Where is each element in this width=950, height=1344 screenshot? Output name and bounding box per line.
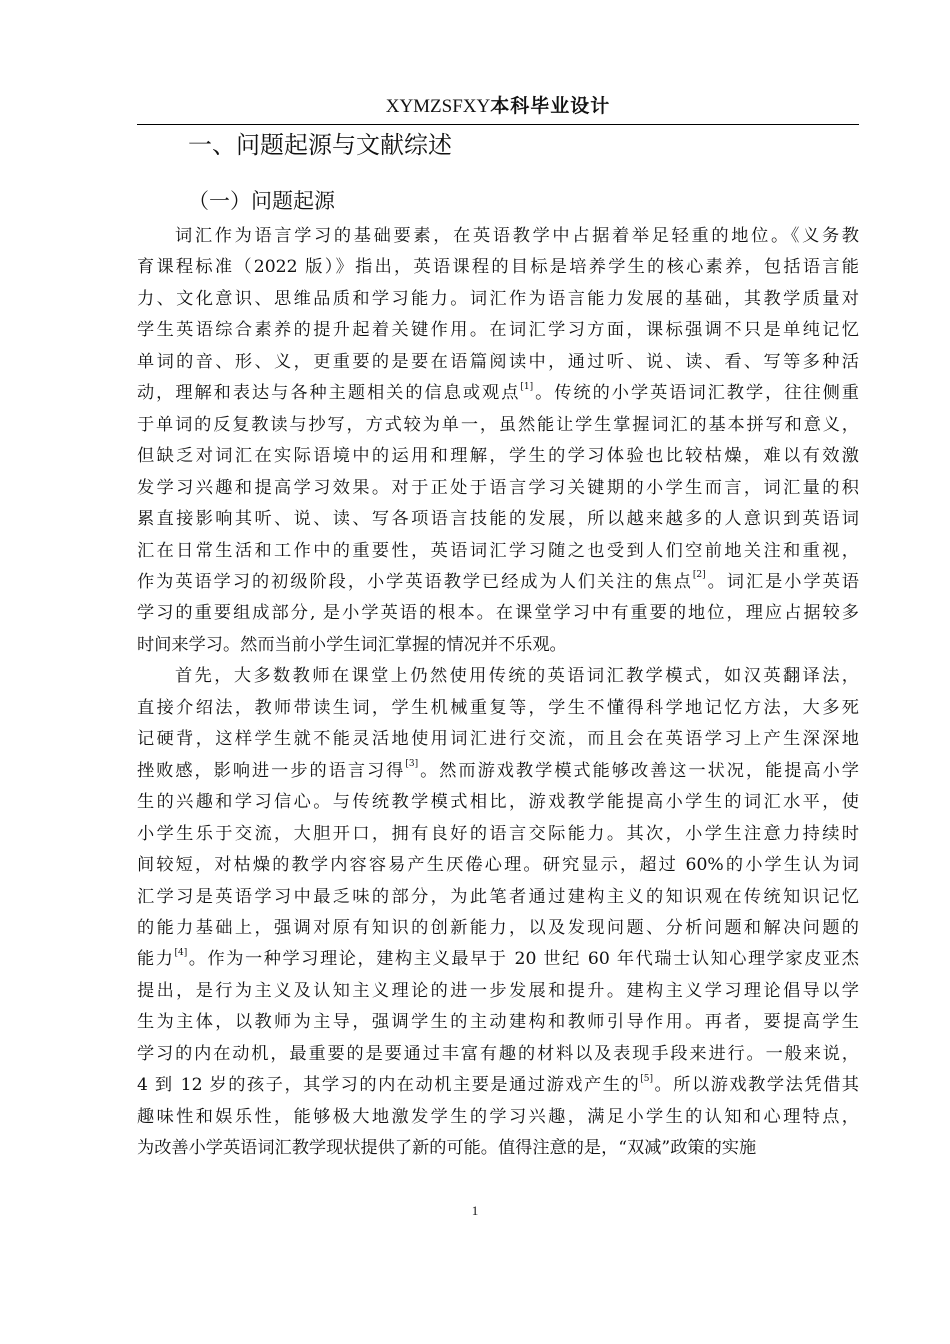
page-header [137,94,859,119]
subsection-title: （一）问题起源 [188,189,335,213]
paragraph-line [137,630,859,661]
line-text: 。所以游戏教学法凭借其 [653,1075,859,1096]
paragraph-line [137,913,859,944]
line-text: 育课程标准（2022 版）》指出，英语课程的目标是培养学生的核心素养，包括语言能 [137,257,859,278]
paragraph-line [137,724,859,755]
paragraph-line [137,944,859,975]
paragraph-line [137,661,859,692]
line-text: 首先，大多数教师在课堂上仍然使用传统的英语词汇教学模式，如汉英翻译法， [175,666,859,687]
line-text: 提出，是行为主义及认知主义理论的进一步发展和提升。建构主义学习理论倡导以学 [137,980,859,1001]
line-text: 趣味性和娱乐性，能够极大地激发学生的学习兴趣，满足小学生的认知和心理特点， [137,1106,859,1127]
citation-ref: [1] [520,381,534,392]
citation-ref: [2] [692,570,706,581]
paragraph-line [137,598,859,629]
line-text: 挫败感，影响进一步的语言习得 [137,760,406,781]
paragraph-line [137,976,859,1007]
line-text: 。然而游戏教学模式能够改善这一状况，能提高小学 [418,760,859,781]
line-text: 。词汇是小学英语 [705,571,859,592]
paragraph-line [137,787,859,818]
line-text: 间较短，对枯燥的教学内容容易产生厌倦心理。研究显示，超过 60%的小学生认为词 [137,855,859,876]
line-text: 作为英语学习的初级阶段，小学英语教学已经成为人们关注的焦点 [137,571,693,592]
line-text: 发学习兴趣和提高学习效果。对于正处于语言学习关键期的小学生而言，词汇量的积 [137,477,859,498]
line-text: 单词的音、形、义，更重要的是要在语篇阅读中，通过听、说、读、看、写等多种活 [137,351,859,372]
paragraph-line [137,378,859,409]
line-text: 生为主体，以教师为主导，强调学生的主动建构和教师引导作用。再者，要提高学生 [137,1012,859,1033]
paragraph-line [137,756,859,787]
paragraph-line [137,693,859,724]
line-text: 学习的内在动机，最重要的是要通过丰富有趣的材料以及表现手段来进行。一般来说， [137,1043,859,1064]
paragraph-line [137,1007,859,1038]
paragraph-line [137,1070,859,1101]
line-text: 4 到 12 岁的孩子，其学习的内在动机主要是通过游戏产生的 [137,1075,641,1096]
page-number: 1 [471,1203,479,1218]
line-text: 于单词的反复教读与抄写，方式较为单一，虽然能让学生掌握词汇的基本拼写和意义， [137,414,859,435]
header-code: XYMZSFXY [385,96,491,117]
line-text: 为改善小学英语词汇教学现状提供了新的可能。值得注意的是，“双减”政策的实施 [137,1138,757,1159]
line-text: 汇在日常生活和工作中的重要性，英语词汇学习随之也受到人们空前地关注和重视， [137,540,859,561]
paragraph-line [137,819,859,850]
paragraph-line [137,284,859,315]
line-text: 时间来学习。然而当前小学生词汇掌握的情况并不乐观。 [137,634,567,655]
paragraph-line [137,1133,859,1164]
paragraph-line [137,882,859,913]
paragraph-line [137,567,859,598]
paragraph-line [137,1102,859,1133]
line-text: 生的兴趣和学习信心。与传统教学模式相比，游戏教学能提高小学生的词汇水平，使 [137,792,859,813]
line-text: 累直接影响其听、说、读、写各项语言技能的发展，所以越来越多的人意识到英语词 [137,509,859,530]
paragraph-line [137,1039,859,1070]
line-text: 学习的重要组成部分, 是小学英语的根本。在课堂学习中有重要的地位，理应占据较多 [137,603,859,624]
paragraph-line [137,850,859,881]
line-text: 的能力基础上，强调对原有知识的创新能力，以及发现问题、分析问题和解决问题的 [137,917,859,938]
line-text: 词汇作为语言学习的基础要素，在英语教学中占据着举足轻重的地位。《义务教 [175,226,859,246]
line-text: 动，理解和表达与各种主题相关的信息或观点 [137,383,521,404]
line-text: 记硬背，这样学生就不能灵活地使用词汇进行交流，而且会在英语学习上产生深深地 [137,729,859,750]
body-text [137,221,859,1165]
citation-ref: [4] [174,947,188,958]
paragraph-line [137,252,859,283]
paragraph-line [137,441,859,472]
paragraph-line [137,536,859,567]
line-text: 。传统的小学英语词汇教学，往往侧重 [533,383,859,404]
line-text: 力、文化意识、思维品质和学习能力。词汇作为语言能力发展的基础，其教学质量对 [137,288,859,309]
line-text: 汇学习是英语学习中最乏味的部分，为此笔者通过建构主义的知识观在传统知识记忆 [137,886,859,907]
line-text: 学生英语综合素养的提升起着关键作用。在词汇学习方面，课标强调不只是单纯记忆 [137,320,859,341]
line-text: 能力 [137,949,175,970]
paragraph-line [137,410,859,441]
header-title: 本科毕业设计 [490,95,611,117]
line-text: 。作为一种学习理论，建构主义最早于 20 世纪 60 年代瑞士认知心理学家皮亚杰 [187,949,859,970]
paragraph-line [137,347,859,378]
paragraph-line [137,315,859,346]
header-rule [137,124,859,125]
citation-ref: [5] [640,1073,653,1084]
line-text: 小学生乐于交流，大胆开口，拥有良好的语言交际能力。其次，小学生注意力持续时 [137,823,859,844]
paragraph-line [137,473,859,504]
paragraph-line [137,221,859,252]
citation-ref: [3] [405,758,419,769]
section-title: 一、问题起源与文献综述 [188,131,452,159]
paragraph-line [137,504,859,535]
line-text: 但缺乏对词汇在实际语境中的运用和理解，学生的学习体验也比较枯燥，难以有效激 [137,446,859,467]
line-text: 直接介绍法，教师带读生词，学生机械重复等，学生不懂得科学地记忆方法，大多死 [137,697,859,718]
